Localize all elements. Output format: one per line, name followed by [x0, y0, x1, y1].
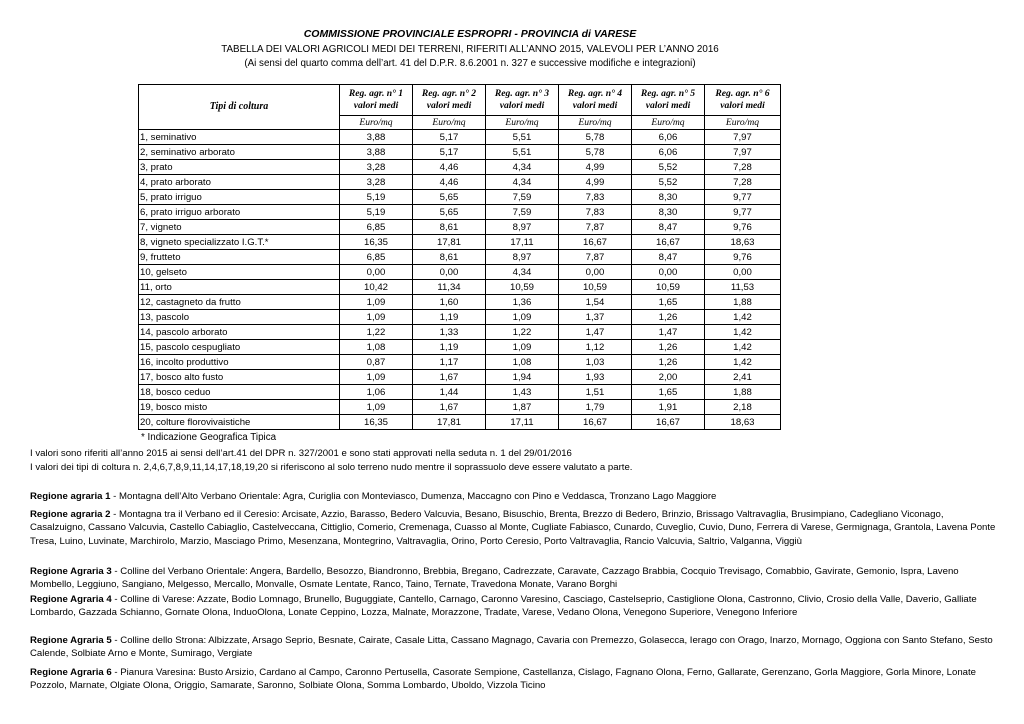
- value-cell: 11,53: [705, 280, 781, 295]
- column-header-row: [139, 85, 781, 116]
- column-header-region-6: [705, 85, 781, 116]
- value-cell: 4,46: [413, 175, 486, 190]
- column-header-region-2: [413, 85, 486, 116]
- column-header-line2: valori medi: [572, 100, 618, 111]
- crop-type-cell: 4, prato arborato: [139, 175, 340, 190]
- value-cell: 1,44: [413, 385, 486, 400]
- value-cell: 18,63: [705, 235, 781, 250]
- value-cell: 7,28: [705, 160, 781, 175]
- value-cell: 1,47: [632, 325, 705, 340]
- value-cell: 1,09: [340, 295, 413, 310]
- table-row: [139, 250, 781, 265]
- value-cell: 1,42: [705, 340, 781, 355]
- value-cell: 6,06: [632, 145, 705, 160]
- value-cell: 6,06: [632, 130, 705, 145]
- value-cell: 2,41: [705, 370, 781, 385]
- value-cell: 1,26: [632, 355, 705, 370]
- value-cell: 5,52: [632, 160, 705, 175]
- table-row: [139, 370, 781, 385]
- value-cell: 1,26: [632, 340, 705, 355]
- value-cell: 1,47: [559, 325, 632, 340]
- table-row: [139, 220, 781, 235]
- unit-cell: Euro/mq: [559, 116, 632, 130]
- value-cell: 8,30: [632, 190, 705, 205]
- value-cell: 5,17: [413, 130, 486, 145]
- column-header-line1: Reg. agr. n° 3: [494, 88, 550, 99]
- value-cell: 9,76: [705, 220, 781, 235]
- value-cell: 4,34: [486, 175, 559, 190]
- crop-type-cell: 20, colture florovivaistiche: [139, 415, 340, 430]
- crop-type-cell: 16, incolto produttivo: [139, 355, 340, 370]
- region-paragraph: [30, 634, 1000, 661]
- table-row: [139, 265, 781, 280]
- value-cell: 1,09: [340, 370, 413, 385]
- region-text: - Montagna tra il Verbano ed il Ceresio: Arcisate, Azzio, Barasso, Bedero Valcuvia, Besano, Bisuschio, Brenta, Brezzo di Bedero, Brinzio, Brissago Valtravaglia, Brusimpiano, Cadegliano Viconago, Casalzuigno, Cassano Valcuvia, Castello Cabiaglio, Castelveccana, Cittiglio, Comerio, Cremenaga, Cuasso al Monte, Cugliate Fabiasco, Cunardo, Cuveglio, Cuvio, Duno, Ferrera di Varese, Germignaga, Grantola, Lavena Ponte Tresa, Luino, Luvinate, Marchirolo, Marzio, Masciago Primo, Mesenzana, Montegrino, Valtravaglia, Orino, Porto Ceresio, Porto Valtravaglia, Rancio Valcuvia, Saltrio, Valganna, Viggiù: [30, 509, 996, 547]
- value-cell: 16,67: [632, 415, 705, 430]
- value-cell: 8,47: [632, 220, 705, 235]
- value-cell: 1,26: [632, 310, 705, 325]
- value-cell: 0,00: [413, 265, 486, 280]
- column-header-line2: valori medi: [353, 100, 399, 111]
- value-cell: 9,77: [705, 190, 781, 205]
- values-table: [138, 84, 781, 430]
- value-cell: 0,87: [340, 355, 413, 370]
- value-cell: 1,33: [413, 325, 486, 340]
- region-label: Regione Agraria 5: [30, 635, 112, 646]
- region-paragraph: [30, 565, 1000, 592]
- value-cell: 1,88: [705, 385, 781, 400]
- value-cell: 18,63: [705, 415, 781, 430]
- table-row: [139, 160, 781, 175]
- table-row: [139, 385, 781, 400]
- value-cell: 0,00: [559, 265, 632, 280]
- value-cell: 16,67: [632, 235, 705, 250]
- table-row: [139, 295, 781, 310]
- value-cell: 7,97: [705, 145, 781, 160]
- table-body: [139, 130, 781, 430]
- value-cell: 10,59: [559, 280, 632, 295]
- value-cell: 1,79: [559, 400, 632, 415]
- crop-type-cell: 2, seminativo arborato: [139, 145, 340, 160]
- value-cell: 1,09: [340, 400, 413, 415]
- table-row: [139, 415, 781, 430]
- crop-type-cell: 9, frutteto: [139, 250, 340, 265]
- value-cell: 1,19: [413, 340, 486, 355]
- crop-type-cell: 19, bosco misto: [139, 400, 340, 415]
- value-cell: 0,00: [340, 265, 413, 280]
- crop-type-cell: 12, castagneto da frutto: [139, 295, 340, 310]
- value-cell: 1,67: [413, 370, 486, 385]
- crop-type-cell: 1, seminativo: [139, 130, 340, 145]
- value-cell: 1,42: [705, 325, 781, 340]
- column-header-line1: Reg. agr. n° 4: [567, 88, 623, 99]
- crop-type-cell: 6, prato irriguo arborato: [139, 205, 340, 220]
- value-cell: 17,11: [486, 235, 559, 250]
- region-text: - Colline dello Strona: Albizzate, Arsago Seprio, Besnate, Cairate, Casale Litta, Cassano Magnago, Cavaria con Premezzo, Golasecca, Ierago con Orago, Inarzo, Mornago, Oggiona con Santo Stefano, Sesto Calende, Solbiate Arno e Monte, Sumirago, Vergiate: [30, 635, 993, 660]
- table-row: [139, 145, 781, 160]
- table-row: [139, 355, 781, 370]
- value-cell: 2,18: [705, 400, 781, 415]
- value-cell: 3,28: [340, 160, 413, 175]
- value-cell: 7,28: [705, 175, 781, 190]
- column-header-line2: valori medi: [499, 100, 545, 111]
- crop-type-cell: 14, pascolo arborato: [139, 325, 340, 340]
- table-row: [139, 400, 781, 415]
- value-cell: 10,59: [486, 280, 559, 295]
- value-cell: 16,67: [559, 235, 632, 250]
- value-cell: 8,61: [413, 250, 486, 265]
- value-cell: 4,34: [486, 265, 559, 280]
- value-cell: 9,76: [705, 250, 781, 265]
- column-header-line2: valori medi: [645, 100, 691, 111]
- value-cell: 7,59: [486, 190, 559, 205]
- table-row: [139, 190, 781, 205]
- value-cell: 1,88: [705, 295, 781, 310]
- value-cell: 1,12: [559, 340, 632, 355]
- column-header-line1: Reg. agr. n° 2: [421, 88, 477, 99]
- region-paragraph: [30, 666, 1000, 693]
- table-row: [139, 280, 781, 295]
- region-text: - Colline del Verbano Orientale: Angera, Bardello, Besozzo, Biandronno, Brebbia, Bregano, Cadrezzate, Caravate, Cazzago Brabbia, Cocquio Trevisago, Comabbio, Gavirate, Gemonio, Ispra, Laveno Mombello, Leggiuno, Sangiano, Melgesso, Mercallo, Monvalle, Osmate Lentate, Ranco, Taino, Ternate, Travedona Monate, Varano Borghi: [30, 566, 959, 591]
- value-cell: 17,81: [413, 235, 486, 250]
- value-cell: 1,17: [413, 355, 486, 370]
- value-cell: 16,67: [559, 415, 632, 430]
- value-cell: 3,88: [340, 145, 413, 160]
- region-label: Regione agraria 1: [30, 491, 111, 502]
- column-header-tipi: Tipi di coltura: [139, 85, 340, 130]
- value-cell: 1,09: [486, 310, 559, 325]
- table-header: [139, 85, 781, 130]
- table-row: [139, 130, 781, 145]
- column-header-line1: Reg. agr. n° 5: [640, 88, 696, 99]
- document-legal-note: (Ai sensi del quarto comma dell’art. 41 del D.P.R. 8.6.2001 n. 327 e successive modifiche e integrazioni): [244, 58, 696, 69]
- value-cell: 7,59: [486, 205, 559, 220]
- value-cell: 7,83: [559, 205, 632, 220]
- crop-type-cell: 17, bosco alto fusto: [139, 370, 340, 385]
- column-header-line2: valori medi: [426, 100, 472, 111]
- value-cell: 1,03: [559, 355, 632, 370]
- value-cell: 1,22: [340, 325, 413, 340]
- value-cell: 8,97: [486, 250, 559, 265]
- value-cell: 8,61: [413, 220, 486, 235]
- value-cell: 7,87: [559, 220, 632, 235]
- value-cell: 6,85: [340, 220, 413, 235]
- value-cell: 17,81: [413, 415, 486, 430]
- value-cell: 7,87: [559, 250, 632, 265]
- value-cell: 1,09: [486, 340, 559, 355]
- value-cell: 1,91: [632, 400, 705, 415]
- value-cell: 1,43: [486, 385, 559, 400]
- value-cell: 8,30: [632, 205, 705, 220]
- value-cell: 10,42: [340, 280, 413, 295]
- value-cell: 3,28: [340, 175, 413, 190]
- crop-type-cell: 3, prato: [139, 160, 340, 175]
- unit-cell: Euro/mq: [632, 116, 705, 130]
- value-cell: 1,94: [486, 370, 559, 385]
- value-cell: 8,47: [632, 250, 705, 265]
- region-text: - Colline di Varese: Azzate, Bodio Lomnago, Brunello, Buguggiate, Cantello, Carnago, Caronno Varesino, Casciago, Castelseprio, Castiglione Olona, Castronno, Clivio, Crosio della Valle, Daverio, Galliate Lombardo, Gazzada Schianno, Gornate Olona, InduoOlona, Lonate Ceppino, Lozza, Malnate, Morazzone, Tradate, Varese, Vedano Olona, Venegono Superiore, Venegono Inferiore: [30, 594, 977, 619]
- value-cell: 1,93: [559, 370, 632, 385]
- crop-type-cell: 18, bosco ceduo: [139, 385, 340, 400]
- note-line: I valori sono riferiti all’anno 2015 ai sensi dell’art.41 del DPR n. 327/2001 e sono stati approvati nella seduta n. 1 del 29/01/2016: [30, 448, 572, 459]
- column-header-region-4: [559, 85, 632, 116]
- value-cell: 1,36: [486, 295, 559, 310]
- value-cell: 7,83: [559, 190, 632, 205]
- region-label: Regione Agraria 4: [30, 594, 112, 605]
- column-header-line2: valori medi: [720, 100, 765, 111]
- value-cell: 1,08: [486, 355, 559, 370]
- value-cell: 5,65: [413, 205, 486, 220]
- crop-type-cell: 8, vigneto specializzato I.G.T.*: [139, 235, 340, 250]
- region-paragraph: [30, 508, 1000, 548]
- value-cell: 5,51: [486, 145, 559, 160]
- region-label: Regione agraria 2: [30, 509, 111, 520]
- crop-type-cell: 10, gelseto: [139, 265, 340, 280]
- value-cell: 1,60: [413, 295, 486, 310]
- value-cell: 1,22: [486, 325, 559, 340]
- value-cell: 1,65: [632, 385, 705, 400]
- region-label: Regione Agraria 3: [30, 566, 112, 577]
- table-row: [139, 175, 781, 190]
- footnote: * Indicazione Geografica Tipica: [141, 432, 277, 443]
- value-cell: 11,34: [413, 280, 486, 295]
- crop-type-cell: 11, orto: [139, 280, 340, 295]
- value-cell: 1,37: [559, 310, 632, 325]
- table-row: [139, 310, 781, 325]
- value-cell: 5,52: [632, 175, 705, 190]
- value-cell: 5,17: [413, 145, 486, 160]
- value-cell: 16,35: [340, 415, 413, 430]
- value-cell: 9,77: [705, 205, 781, 220]
- value-cell: 4,99: [559, 160, 632, 175]
- value-cell: 5,78: [559, 145, 632, 160]
- value-cell: 5,65: [413, 190, 486, 205]
- value-cell: 1,08: [340, 340, 413, 355]
- table-row: [139, 325, 781, 340]
- value-cell: 5,51: [486, 130, 559, 145]
- note-line: I valori dei tipi di coltura n. 2,4,6,7,8,9,11,14,17,18,19,20 si riferiscono al solo terreno nudo mentre il soprassuolo deve essere valutato a parte.: [30, 462, 633, 473]
- table-row: [139, 340, 781, 355]
- crop-type-cell: 5, prato irriguo: [139, 190, 340, 205]
- value-cell: 5,19: [340, 205, 413, 220]
- crop-type-cell: 7, vigneto: [139, 220, 340, 235]
- value-cell: 1,65: [632, 295, 705, 310]
- value-cell: 4,46: [413, 160, 486, 175]
- value-cell: 0,00: [705, 265, 781, 280]
- value-cell: 1,54: [559, 295, 632, 310]
- unit-cell: Euro/mq: [486, 116, 559, 130]
- value-cell: 5,19: [340, 190, 413, 205]
- value-cell: 1,51: [559, 385, 632, 400]
- crop-type-cell: 15, pascolo cespugliato: [139, 340, 340, 355]
- document-subtitle: TABELLA DEI VALORI AGRICOLI MEDI DEI TERRENI, RIFERITI ALL’ANNO 2015, VALEVOLI PER L’ANNO 2016: [221, 44, 719, 55]
- value-cell: 7,97: [705, 130, 781, 145]
- column-header-line1: Reg. agr. n° 1: [348, 88, 404, 99]
- value-cell: 16,35: [340, 235, 413, 250]
- value-cell: 1,87: [486, 400, 559, 415]
- column-header-region-5: [632, 85, 705, 116]
- value-cell: 8,97: [486, 220, 559, 235]
- value-cell: 1,06: [340, 385, 413, 400]
- value-cell: 1,42: [705, 310, 781, 325]
- unit-cell: Euro/mq: [340, 116, 413, 130]
- document-title: COMMISSIONE PROVINCIALE ESPROPRI - PROVINCIA di VARESE: [303, 28, 637, 40]
- value-cell: 17,11: [486, 415, 559, 430]
- value-cell: 4,99: [559, 175, 632, 190]
- table-row: [139, 205, 781, 220]
- value-cell: 1,09: [340, 310, 413, 325]
- value-cell: 0,00: [632, 265, 705, 280]
- value-cell: 6,85: [340, 250, 413, 265]
- unit-cell: Euro/mq: [413, 116, 486, 130]
- column-header-region-3: [486, 85, 559, 116]
- value-cell: 1,19: [413, 310, 486, 325]
- column-header-region-1: [340, 85, 413, 116]
- value-cell: 1,42: [705, 355, 781, 370]
- region-text: - Pianura Varesina: Busto Arsizio, Cardano al Campo, Caronno Pertusella, Casorate Sempione, Castellanza, Cislago, Fagnano Olona, Ferno, Gallarate, Gerenzano, Gorla Maggiore, Gorla Minore, Lonate Pozzolo, Marnate, Olgiate Olona, Origgio, Samarate, Saronno, Solbiate Olona, Somma Lombardo, Uboldo, Vizzola Ticino: [30, 667, 976, 692]
- column-header-line1: Reg. agr. n° 6: [715, 88, 770, 99]
- region-text: - Montagna dell’Alto Verbano Orientale: Agra, Curiglia con Monteviasco, Dumenza, Maccagno con Pino e Veddasca, Tronzano Lago Maggiore: [110, 491, 717, 502]
- table-row: [139, 235, 781, 250]
- value-cell: 3,88: [340, 130, 413, 145]
- crop-type-cell: 13, pascolo: [139, 310, 340, 325]
- value-cell: 2,00: [632, 370, 705, 385]
- unit-cell: Euro/mq: [705, 116, 781, 130]
- value-cell: 10,59: [632, 280, 705, 295]
- region-label: Regione Agraria 6: [30, 667, 112, 678]
- value-cell: 5,78: [559, 130, 632, 145]
- region-paragraph: [30, 490, 1000, 503]
- value-cell: 4,34: [486, 160, 559, 175]
- region-paragraph: [30, 593, 1000, 620]
- value-cell: 1,67: [413, 400, 486, 415]
